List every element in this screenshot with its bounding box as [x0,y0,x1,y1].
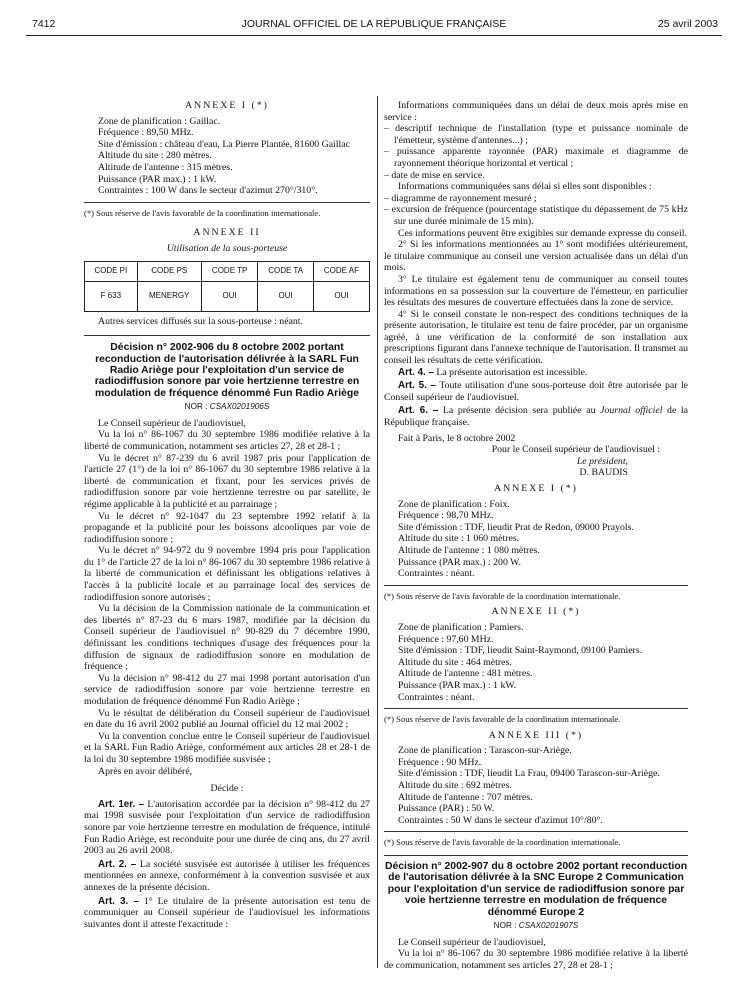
table-header-cell: CODE AF [313,261,369,281]
decision-paragraph: Vu la décision de la Commission nationale de la communication et des libertés n° 87-23 du 6 mars 1987, modifiée par la décision du Conseil supérieur de l'audiovisuel n° 90-829 du 7 décembre 1990, définissant les conditions techniques d'usage des fréquences pour la diffusion de signaux de radiodiffusion sonore en modulation de fréquence ; [84,603,370,673]
page-header [26,12,722,36]
annex-1-gaillac [84,100,370,219]
annex-line: Site d'émission : TDF, lieudit La Frau, 09400 Tarascon-sur-Ariège. [398,768,660,780]
article-text: La présente autorisation est incessible. [436,366,588,378]
info-list-1 [384,123,688,181]
info-paragraph: Informations communiquées dans un délai de deux mois après mise en service : [384,100,688,123]
annex-note: (*) Sous réserve de l'avis favorable de la coordination internationale. [384,837,621,848]
decision-paragraph: Vu la convention conclue entre le Conseil supérieur de l'audiovisuel et la SARL Fun Radio Ariège, conformément aux articles 28 et 28-1 de la loi du 30 septembre 1986 modifiée susvisée ; [84,730,370,765]
annex-lines [84,116,370,197]
info-paragraph: 4° Si le conseil constate le non-respect des conditions techniques de la présente autorisation, le titulaire est tenu de faire procéder, par un organisme agréé, à une vérification de la conformité de son installation aux prescriptions figurant dans l'annexe technique de l'autorisation. Il transmet au conseil les résultats de cette vérification. [384,308,688,367]
list-item: – descriptif technique de l'installation (type et puissance nominale de l'émetteur, système d'antennes...) ; [384,123,688,146]
annex-line: Contraintes : 100 W dans le secteur d'azimut 270°/310°. [98,185,318,197]
annex-line: Altitude de l'antenne : 315 mètres. [98,161,233,173]
divider [384,708,688,709]
decision-paragraph: Vu la loi n° 86-1067 du 30 septembre 1986 modifiée relative à la liberté de communication, notamment ses articles 27, 28 et 28-1 ; [84,429,370,452]
article-label: Art. 4. – [398,366,434,378]
council-line: Pour le Conseil supérieur de l'audiovisuel : [491,444,660,456]
decision-907 [384,861,688,971]
divider [84,202,370,203]
divider [84,335,370,336]
annex-lines [384,622,688,703]
decision-articles [84,799,370,931]
article-label: Art. 1er. – [98,798,145,810]
annex-3-tarascon [384,730,688,849]
annex-title: ANNEXE III (*) [488,729,584,741]
info-list-2-intro: Informations communiquées sans délai si elles sont disponibles : [398,181,652,193]
decision-paragraph: Vu le décret n° 87-239 du 6 avril 1987 pris pour l'application de l'article 27 (1°) de la loi n° 86-1067 du 30 septembre 1986 relative à la liberté de communication et fixant, pour les services privés de radiodiffusion sonore par voie hertzienne terrestre ou par satellite, le régime applicable à la publicité et au parrainage ; [84,452,370,510]
decision-title: Décision n° 2002-906 du 8 octobre 2002 portant reconduction de l'autorisation délivrée à la SARL Fun Radio Ariège pour l'exploitation d'un service de radiodiffusion sonore par voie hertzienne terrestre en modulation de fréquence dénommé Fun Radio Ariège [94,342,360,399]
article-text: 1° Le titulaire de la présente autorisation est tenu de communiquer au Conseil supérieur de l'audiovisuel les informations suivantes dont il atteste l'exactitude : [84,895,370,930]
info-paragraph: 2° Si les informations mentionnées au 1° sont modifiées ultérieurement, le titulaire communique au conseil une version actualisée dans un délai d'un mois. [384,239,688,274]
article-label: Art. 2. – [98,858,137,870]
annex-title: ANNEXE I (*) [494,483,578,494]
other-services-text: Autres services diffusés sur la sous-porteuse : néant. [98,315,303,327]
annex-line: Zone de planification : Tarascon-sur-Ariège. [398,745,572,757]
subcarrier-table [84,261,370,312]
article-label: Art. 3. – [98,895,139,907]
article-text: La présente décision sera publiée au [442,405,596,417]
annex-lines [384,499,688,580]
article-text-italic: Journal officiel [600,405,663,417]
annex-note: (*) Sous réserve de l'avis favorable de la coordination internationale. [384,714,621,725]
nor-code: CSAX0201906S [209,402,270,412]
annex-line: Site d'émission : TDF, lieudit Prat de Redon, 09000 Prayols. [398,521,634,533]
article-text: de la République française. [384,405,688,429]
annex-line: Altitude du site : 280 mètres. [98,150,212,162]
annex-lines [384,745,688,826]
decision-paragraph: Le Conseil supérieur de l'audiovisuel, [398,936,546,948]
right-column [384,100,688,971]
article-label: Art. 5. – [398,380,436,392]
decision-paragraphs [384,937,688,972]
table-row [85,281,370,311]
annex-line: Contraintes : néant. [398,691,475,703]
article-label: Art. 6. – [398,405,439,417]
annex-line: Contraintes : 50 W dans le secteur d'azimut 10°/80°. [398,814,603,826]
publication-date: 25 avril 2003 [657,18,718,30]
article-paragraph [384,405,688,428]
annex-line: Fréquence : 89,50 MHz. [98,127,194,139]
table-cell: F 633 [85,281,138,311]
divider [384,855,688,856]
place-date: Fait à Paris, le 8 octobre 2002 [398,432,516,444]
column-divider [377,96,378,968]
decision-paragraph: Après en avoir délibéré, [98,765,193,777]
nor-label: NOR : [184,402,208,412]
divider [384,585,688,586]
info-paragraph: Ces informations peuvent être exigibles sur demande expresse du conseil. [398,227,687,239]
decision-paragraph: Vu le décret n° 92-1047 du 23 septembre 1992 relatif à la propagande et la publicité pour les boissons alcooliques par voie de radiodiffusion sonore ; [84,510,370,545]
left-column [84,100,370,932]
annex-line: Altitude de l'antenne : 481 mètres. [398,668,533,680]
info-paragraphs-after [384,228,688,367]
list-item: – date de mise en service. [384,169,485,181]
article-text: L'autorisation accordée par la décision n° 98-412 du 27 mai 1998 susvisée pour l'exploitation d'un service de radiodiffusion sonore par voie hertzienne terrestre en modulation de fréquence, intitulé Fun Radio Ariège, est reconduite pour une durée de cinq ans, du 27 avril 2003 au 26 avril 2008. [84,798,371,857]
signature-block [384,433,688,479]
annex-2-subcarrier [84,227,370,327]
page-number: 7412 [32,18,56,30]
list-item: – diagramme de rayonnement mesuré ; [384,192,537,204]
annex-line: Fréquence : 97,60 MHz. [398,633,494,645]
info-paragraphs [384,100,688,123]
article-paragraph [84,896,370,931]
nor-code: CSAX0201907S [518,921,579,931]
annex-line: Zone de planification : Gaillac. [98,115,221,127]
annex-2-pamiers [384,606,688,725]
table-cell: OUI [313,281,369,311]
list-item: – puissance apparente rayonnée (PAR) maximale et diagramme de rayonnement théorique horizontal et vertical ; [384,146,688,169]
annex-line: Site d'émission : château d'eau, La Pierre Plantée, 81600 Gaillac [98,138,350,150]
president-name: D. BAUDIS [579,467,628,479]
list-item: – excursion de fréquence (pourcentage statistique du dépassement de 75 kHz sur une durée minimale de 15 min). [384,204,688,227]
info-paragraph: 3° Le titulaire est également tenu de communiquer au conseil toutes informations en sa possession sur la couverture de l'émetteur, en particulier les résultats des mesures de couverture effectuées dans la zone de service. [384,273,688,309]
annex-line: Altitude de l'antenne : 707 mètres. [398,791,533,803]
annex-line: Puissance (PAR max.) : 1 kW. [398,679,517,691]
decision-paragraph: Vu le décret n° 94-972 du 9 novembre 1994 pris pour l'application du 1° de l'article 27 de la loi n° 86-1067 du 30 septembre 1986 relative à la liberté de communication et définissant les obligations relatives à l'accès à la publicité locale et au parrainage local des services de radiodiffusion sonore autorisés ; [84,545,370,603]
article-text: La société susvisée est autorisée à utiliser les fréquences mentionnées en annexe, conformément à la convention susvisée et aux annexes de la présente décision. [84,858,370,893]
annex-line: Zone de planification : Foix. [398,498,510,510]
divider [384,831,688,832]
decide-heading: Décide : [210,783,244,795]
article-paragraph [384,367,688,379]
table-header-row [85,261,370,281]
annex-1-foix [384,483,688,602]
annex-line: Fréquence : 90 MHz. [398,756,482,768]
nor-label: NOR : [493,921,517,931]
table-cell: MENERGY [137,281,201,311]
table-cell: OUI [201,281,257,311]
annex-subtitle: Utilisation de la sous-porteuse [166,242,288,254]
decision-paragraph: Vu la loi n° 86-1067 du 30 septembre 1986 modifiée relative à la liberté de communication, notamment ses articles 27, 28 et 28-1 ; [384,948,688,971]
annex-line: Zone de planification : Pamiers. [398,621,524,633]
decision-paragraphs [84,418,370,777]
decision-paragraph: Le Conseil supérieur de l'audiovisuel, [98,417,246,429]
decision-paragraph: Vu le résultat de délibération du Conseil supérieur de l'audiovisuel en date du 16 avril 2002 publié au Journal officiel du 12 mai 2002 ; [84,707,370,731]
annex-title: ANNEXE II [193,227,261,239]
president-role: Le président, [576,455,628,467]
annex-line: Puissance (PAR) : 50 W. [398,803,495,815]
decision-articles [384,367,688,429]
annex-title: ANNEXE II (*) [491,606,581,618]
table-header-cell: CODE TA [258,261,314,281]
annex-line: Puissance (PAR max.) : 1 kW. [98,173,217,185]
annex-line: Contraintes : néant. [398,568,475,580]
annex-line: Altitude du site : 464 mètres. [398,656,512,668]
annex-line: Fréquence : 98,70 MHz. [398,510,494,522]
decision-paragraph: Vu la décision n° 98-412 du 27 mai 1998 portant autorisation d'un service de radiodiffusion sonore par voie hertzienne terrestre en modulation de fréquence dénommé Fun Radio Ariège ; [84,672,370,707]
nor-reference [384,920,688,932]
annex-title: ANNEXE I (*) [185,100,269,111]
article-paragraph [84,799,370,857]
annex-line: Altitude de l'antenne : 1 080 mètres. [398,544,540,556]
nor-reference [84,401,370,413]
info-list-2 [384,193,688,228]
annex-line: Altitude du site : 1 060 mètres. [398,533,520,545]
table-header-cell: CODE PS [137,261,201,281]
annex-line: Puissance (PAR max.) : 200 W. [398,556,521,568]
annex-line: Altitude du site : 692 mètres. [398,780,512,792]
decision-906 [84,342,370,930]
annex-note: (*) Sous réserve de l'avis favorable de la coordination internationale. [384,590,621,601]
article-text: Toute utilisation d'une sous-porteuse doit être autorisée par le Conseil supérieur de l'audiovisuel. [384,380,689,403]
decision-title: Décision n° 2002-907 du 8 octobre 2002 portant reconduction de l'autorisation délivrée à la SNC Europe 2 Communication pour l'exploitation d'un service de radiodiffusion sonore par voie hertzienne terrestre en modulation de fréquence dénommé Europe 2 [384,861,688,918]
annex-line: Site d'émission : TDF, lieudit Saint-Raymond, 09100 Pamiers. [398,645,643,657]
table-header-cell: CODE TP [201,261,257,281]
article-paragraph [384,380,688,403]
table-header-cell: CODE PI [85,261,138,281]
annex-note: (*) Sous réserve de l'avis favorable de la coordination internationale. [84,207,321,218]
journal-title: JOURNAL OFFICIEL DE LA RÉPUBLIQUE FRANÇAISE [241,18,507,30]
table-cell: OUI [258,281,314,311]
article-paragraph [84,859,370,894]
